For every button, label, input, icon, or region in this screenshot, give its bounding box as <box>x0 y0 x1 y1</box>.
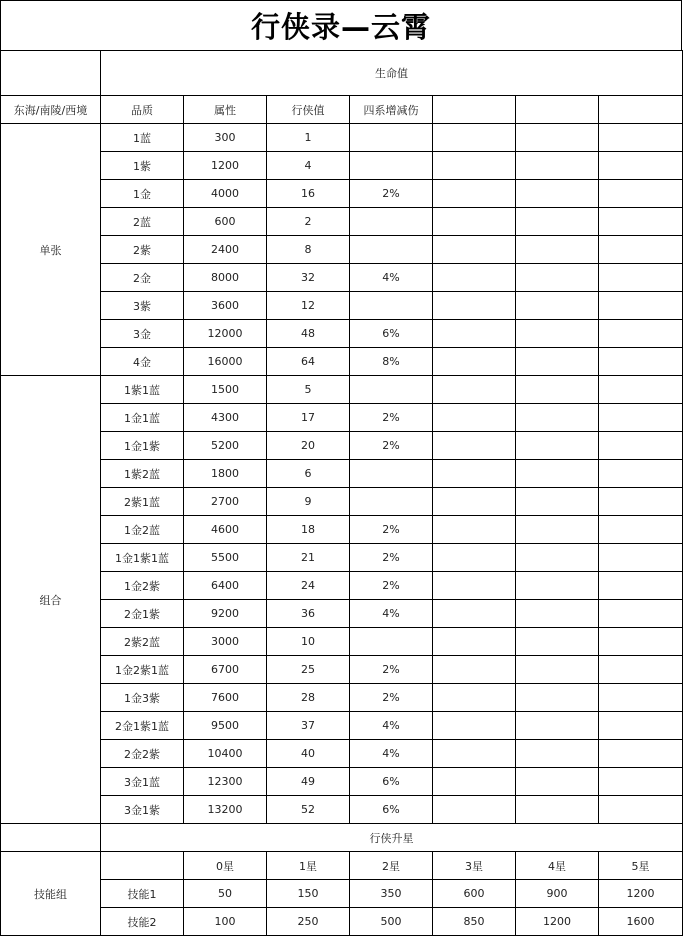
skill-value-cell: 350 <box>350 880 433 908</box>
single-row <box>1 208 683 236</box>
combo-row <box>1 460 683 488</box>
empty-cell <box>433 180 516 208</box>
quality-cell: 3金1紫 <box>101 796 184 824</box>
attribute-cell: 9200 <box>184 600 267 628</box>
quality-cell: 2紫 <box>101 236 184 264</box>
empty-cell <box>599 768 683 796</box>
damage-mod-cell: 2% <box>350 516 433 544</box>
damage-mod-cell: 2% <box>350 180 433 208</box>
empty-cell <box>433 264 516 292</box>
empty-cell <box>599 656 683 684</box>
empty-cell <box>433 460 516 488</box>
empty-cell <box>516 740 599 768</box>
empty-cell <box>433 740 516 768</box>
empty-cell <box>516 544 599 572</box>
empty-cell <box>516 96 599 124</box>
hp-section-row <box>1 51 683 96</box>
empty-cell <box>599 572 683 600</box>
attribute-cell: 5200 <box>184 432 267 460</box>
quality-cell: 1紫2蓝 <box>101 460 184 488</box>
empty-cell <box>516 292 599 320</box>
empty-cell <box>433 572 516 600</box>
empty-cell <box>599 544 683 572</box>
combo-row <box>1 796 683 824</box>
damage-mod-cell: 2% <box>350 684 433 712</box>
star-level-header: 1星 <box>267 852 350 880</box>
header-damage-mod: 四系增减伤 <box>350 96 433 124</box>
header-attribute: 属性 <box>184 96 267 124</box>
skill-value-cell: 600 <box>433 880 516 908</box>
skill-value-cell: 1200 <box>516 908 599 936</box>
quality-cell: 1紫1蓝 <box>101 376 184 404</box>
data-table <box>0 50 683 936</box>
attribute-cell: 2700 <box>184 488 267 516</box>
attribute-cell: 12300 <box>184 768 267 796</box>
empty-cell <box>599 152 683 180</box>
attribute-cell: 12000 <box>184 320 267 348</box>
empty-cell <box>599 740 683 768</box>
skill-value-cell: 50 <box>184 880 267 908</box>
xingxia-value-cell: 5 <box>267 376 350 404</box>
empty-cell <box>433 432 516 460</box>
single-row <box>1 292 683 320</box>
xingxia-value-cell: 52 <box>267 796 350 824</box>
quality-cell: 4金 <box>101 348 184 376</box>
skill-name-cell: 技能1 <box>101 880 184 908</box>
empty-cell <box>433 796 516 824</box>
empty-cell <box>516 404 599 432</box>
empty-cell <box>599 488 683 516</box>
single-row <box>1 264 683 292</box>
empty-cell <box>433 236 516 264</box>
attribute-cell: 6700 <box>184 656 267 684</box>
empty-cell <box>516 348 599 376</box>
attribute-cell: 10400 <box>184 740 267 768</box>
damage-mod-cell: 6% <box>350 320 433 348</box>
xingxia-value-cell: 8 <box>267 236 350 264</box>
xingxia-value-cell: 40 <box>267 740 350 768</box>
empty-cell <box>433 712 516 740</box>
attribute-cell: 16000 <box>184 348 267 376</box>
combo-row <box>1 684 683 712</box>
empty-cell <box>433 488 516 516</box>
combo-row <box>1 544 683 572</box>
combo-row <box>1 404 683 432</box>
combo-row <box>1 712 683 740</box>
quality-cell: 1金1紫 <box>101 432 184 460</box>
empty-cell <box>599 96 683 124</box>
damage-mod-cell: 4% <box>350 712 433 740</box>
header-xingxia-value: 行侠值 <box>267 96 350 124</box>
header-row <box>1 96 683 124</box>
xingxia-value-cell: 10 <box>267 628 350 656</box>
damage-mod-cell <box>350 124 433 152</box>
combo-row <box>1 488 683 516</box>
empty-cell <box>1 51 101 96</box>
attribute-cell: 8000 <box>184 264 267 292</box>
empty-cell <box>599 684 683 712</box>
skill-value-cell: 900 <box>516 880 599 908</box>
empty-cell <box>433 208 516 236</box>
quality-cell: 2金 <box>101 264 184 292</box>
damage-mod-cell <box>350 376 433 404</box>
skill-value-cell: 1200 <box>599 880 683 908</box>
quality-cell: 1金 <box>101 180 184 208</box>
empty-cell <box>516 488 599 516</box>
damage-mod-cell <box>350 460 433 488</box>
empty-cell <box>433 600 516 628</box>
attribute-cell: 4600 <box>184 516 267 544</box>
damage-mod-cell <box>350 488 433 516</box>
skill-row <box>1 880 683 908</box>
quality-cell: 1金1蓝 <box>101 404 184 432</box>
star-level-header: 3星 <box>433 852 516 880</box>
empty-cell <box>516 208 599 236</box>
empty-cell <box>516 124 599 152</box>
damage-mod-cell: 4% <box>350 600 433 628</box>
attribute-cell: 1500 <box>184 376 267 404</box>
empty-cell <box>433 684 516 712</box>
skill-value-cell: 1600 <box>599 908 683 936</box>
empty-cell <box>101 852 184 880</box>
attribute-cell: 9500 <box>184 712 267 740</box>
damage-mod-cell: 6% <box>350 796 433 824</box>
empty-cell <box>433 348 516 376</box>
xingxia-value-cell: 18 <box>267 516 350 544</box>
star-level-header: 4星 <box>516 852 599 880</box>
attribute-cell: 7600 <box>184 684 267 712</box>
empty-cell <box>599 712 683 740</box>
empty-cell <box>599 432 683 460</box>
single-row <box>1 180 683 208</box>
skill-row <box>1 908 683 936</box>
empty-cell <box>599 236 683 264</box>
empty-cell <box>433 96 516 124</box>
damage-mod-cell <box>350 208 433 236</box>
skill-value-cell: 500 <box>350 908 433 936</box>
attribute-cell: 3000 <box>184 628 267 656</box>
damage-mod-cell: 2% <box>350 404 433 432</box>
attribute-cell: 5500 <box>184 544 267 572</box>
empty-cell <box>433 320 516 348</box>
attribute-cell: 4300 <box>184 404 267 432</box>
xingxia-value-cell: 9 <box>267 488 350 516</box>
single-row <box>1 348 683 376</box>
attribute-cell: 1800 <box>184 460 267 488</box>
empty-cell <box>599 292 683 320</box>
quality-cell: 2紫2蓝 <box>101 628 184 656</box>
empty-cell <box>516 572 599 600</box>
empty-cell <box>433 544 516 572</box>
star-level-header: 5星 <box>599 852 683 880</box>
star-level-header: 2星 <box>350 852 433 880</box>
star-section-row <box>1 824 683 852</box>
quality-cell: 3金1蓝 <box>101 768 184 796</box>
empty-cell <box>516 152 599 180</box>
empty-cell <box>599 460 683 488</box>
combo-group-label: 组合 <box>1 376 101 824</box>
skill-value-cell: 250 <box>267 908 350 936</box>
skill-name-cell: 技能2 <box>101 908 184 936</box>
attribute-cell: 13200 <box>184 796 267 824</box>
quality-cell: 1金3紫 <box>101 684 184 712</box>
empty-cell <box>599 404 683 432</box>
empty-cell <box>516 656 599 684</box>
xingxia-value-cell: 4 <box>267 152 350 180</box>
empty-cell <box>516 628 599 656</box>
xingxia-value-cell: 6 <box>267 460 350 488</box>
xingxia-value-cell: 37 <box>267 712 350 740</box>
combo-row <box>1 516 683 544</box>
combo-row <box>1 432 683 460</box>
empty-cell <box>516 768 599 796</box>
xingxia-value-cell: 16 <box>267 180 350 208</box>
empty-cell <box>599 516 683 544</box>
combo-row <box>1 376 683 404</box>
combo-row <box>1 572 683 600</box>
xingxia-value-cell: 28 <box>267 684 350 712</box>
xingxia-value-cell: 20 <box>267 432 350 460</box>
xingxia-value-cell: 17 <box>267 404 350 432</box>
star-level-header: 0星 <box>184 852 267 880</box>
empty-cell <box>516 320 599 348</box>
attribute-cell: 1200 <box>184 152 267 180</box>
attribute-cell: 300 <box>184 124 267 152</box>
sheet-title: 行侠录—云霄 <box>0 0 682 51</box>
combo-row <box>1 600 683 628</box>
single-row <box>1 236 683 264</box>
quality-cell: 1金1紫1蓝 <box>101 544 184 572</box>
quality-cell: 2金1紫1蓝 <box>101 712 184 740</box>
empty-cell <box>433 628 516 656</box>
empty-cell <box>433 404 516 432</box>
empty-cell <box>599 320 683 348</box>
hp-section-label: 生命值 <box>101 51 683 96</box>
damage-mod-cell: 2% <box>350 544 433 572</box>
damage-mod-cell: 2% <box>350 432 433 460</box>
xingxia-value-cell: 49 <box>267 768 350 796</box>
empty-cell <box>599 264 683 292</box>
empty-cell <box>599 628 683 656</box>
empty-cell <box>1 824 101 852</box>
empty-cell <box>433 152 516 180</box>
empty-cell <box>516 684 599 712</box>
damage-mod-cell <box>350 152 433 180</box>
empty-cell <box>516 796 599 824</box>
xingxia-value-cell: 32 <box>267 264 350 292</box>
quality-cell: 2金2紫 <box>101 740 184 768</box>
attribute-cell: 4000 <box>184 180 267 208</box>
empty-cell <box>433 656 516 684</box>
damage-mod-cell: 8% <box>350 348 433 376</box>
quality-cell: 3金 <box>101 320 184 348</box>
combo-row <box>1 768 683 796</box>
damage-mod-cell: 2% <box>350 572 433 600</box>
quality-cell: 3紫 <box>101 292 184 320</box>
single-group-label: 单张 <box>1 124 101 376</box>
empty-cell <box>599 600 683 628</box>
empty-cell <box>433 376 516 404</box>
quality-cell: 1蓝 <box>101 124 184 152</box>
empty-cell <box>516 180 599 208</box>
attribute-cell: 2400 <box>184 236 267 264</box>
xingxia-value-cell: 2 <box>267 208 350 236</box>
single-row <box>1 124 683 152</box>
attribute-cell: 6400 <box>184 572 267 600</box>
empty-cell <box>516 432 599 460</box>
empty-cell <box>516 712 599 740</box>
damage-mod-cell: 2% <box>350 656 433 684</box>
empty-cell <box>433 292 516 320</box>
combo-row <box>1 740 683 768</box>
quality-cell: 2蓝 <box>101 208 184 236</box>
quality-cell: 1金2紫 <box>101 572 184 600</box>
empty-cell <box>599 796 683 824</box>
xingxia-value-cell: 48 <box>267 320 350 348</box>
xingxia-value-cell: 24 <box>267 572 350 600</box>
empty-cell <box>516 264 599 292</box>
empty-cell <box>599 180 683 208</box>
empty-cell <box>516 600 599 628</box>
damage-mod-cell <box>350 628 433 656</box>
attribute-cell: 600 <box>184 208 267 236</box>
empty-cell <box>433 516 516 544</box>
xingxia-value-cell: 1 <box>267 124 350 152</box>
skill-value-cell: 100 <box>184 908 267 936</box>
xingxia-value-cell: 36 <box>267 600 350 628</box>
xingxia-value-cell: 25 <box>267 656 350 684</box>
empty-cell <box>516 236 599 264</box>
quality-cell: 2金1紫 <box>101 600 184 628</box>
empty-cell <box>433 124 516 152</box>
damage-mod-cell <box>350 236 433 264</box>
damage-mod-cell <box>350 292 433 320</box>
empty-cell <box>516 376 599 404</box>
star-section-label: 行侠升星 <box>101 824 683 852</box>
header-region: 东海/南陵/西境 <box>1 96 101 124</box>
damage-mod-cell: 4% <box>350 740 433 768</box>
damage-mod-cell: 6% <box>350 768 433 796</box>
empty-cell <box>516 516 599 544</box>
single-row <box>1 152 683 180</box>
empty-cell <box>516 460 599 488</box>
skills-group-label: 技能组 <box>1 852 101 936</box>
single-row <box>1 320 683 348</box>
quality-cell: 1金2紫1蓝 <box>101 656 184 684</box>
damage-mod-cell: 4% <box>350 264 433 292</box>
empty-cell <box>599 208 683 236</box>
empty-cell <box>433 768 516 796</box>
skill-value-cell: 850 <box>433 908 516 936</box>
quality-cell: 1紫 <box>101 152 184 180</box>
xingxia-value-cell: 64 <box>267 348 350 376</box>
skill-value-cell: 150 <box>267 880 350 908</box>
empty-cell <box>599 348 683 376</box>
combo-row <box>1 628 683 656</box>
empty-cell <box>599 124 683 152</box>
combo-row <box>1 656 683 684</box>
attribute-cell: 3600 <box>184 292 267 320</box>
star-header-row <box>1 852 683 880</box>
quality-cell: 2紫1蓝 <box>101 488 184 516</box>
xingxia-value-cell: 12 <box>267 292 350 320</box>
quality-cell: 1金2蓝 <box>101 516 184 544</box>
xingxia-value-cell: 21 <box>267 544 350 572</box>
header-quality: 品质 <box>101 96 184 124</box>
empty-cell <box>599 376 683 404</box>
